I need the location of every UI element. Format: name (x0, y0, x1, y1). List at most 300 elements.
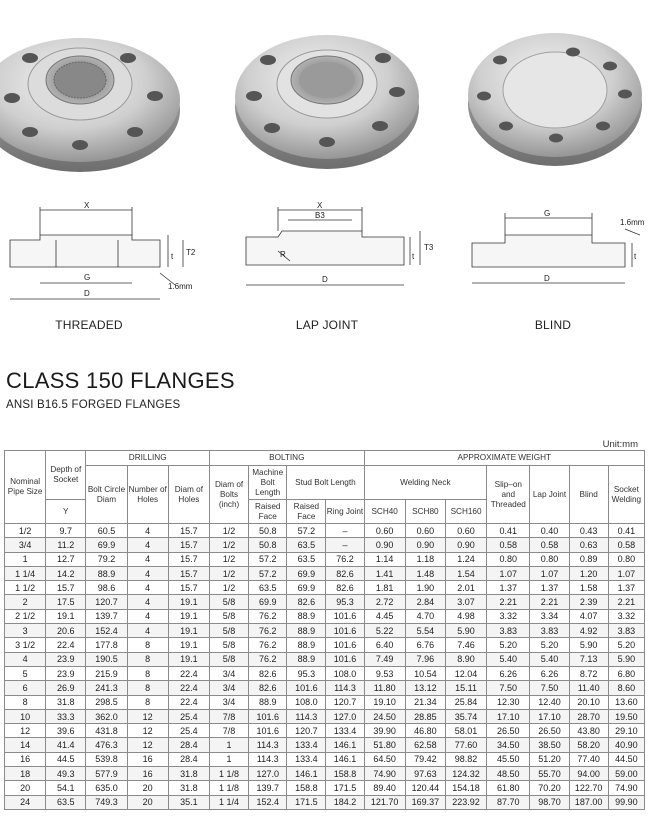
table-cell: 7/8 (209, 709, 248, 723)
table-cell: 3/4 (5, 538, 46, 552)
header-diam-of-bolts: Diam of Bolts (inch) (209, 466, 248, 524)
table-cell: 95.3 (287, 666, 326, 680)
table-cell: 5.20 (608, 638, 644, 652)
header-welding-neck: Welding Neck (364, 466, 487, 500)
table-cell: 7/8 (209, 724, 248, 738)
table-cell: 2 (5, 595, 46, 609)
table-cell: 21.34 (405, 695, 445, 709)
table-cell: 1 1/4 (5, 566, 46, 580)
table-cell: 1/2 (5, 524, 46, 538)
table-cell: 77.40 (569, 752, 608, 766)
dim-x-threaded: X (84, 201, 90, 210)
table-cell: 55.70 (530, 767, 569, 781)
table-cell: 114.3 (249, 738, 287, 752)
table-cell: 8 (5, 695, 46, 709)
table-cell: 34.50 (487, 738, 530, 752)
table-cell: 25.4 (168, 724, 209, 738)
table-cell: 25.4 (168, 709, 209, 723)
dim-d-threaded: D (84, 289, 90, 298)
flange-spec-table (4, 450, 645, 810)
table-cell: 114.3 (249, 752, 287, 766)
table-cell: 19.1 (46, 609, 86, 623)
table-cell: 1 (209, 752, 248, 766)
table-cell: 1 1/4 (209, 795, 248, 809)
dim-d-lap: D (322, 275, 328, 284)
table-cell: 76.2 (249, 609, 287, 623)
table-cell: 9.53 (364, 666, 405, 680)
header-raised-face-machine: Raised Face (249, 500, 287, 524)
table-cell: 64.50 (364, 752, 405, 766)
table-cell: 29.10 (608, 724, 644, 738)
table-cell: 0.60 (364, 524, 405, 538)
table-cell: 76.2 (249, 638, 287, 652)
dim-g-blind: G (544, 209, 551, 218)
table-cell: 4 (127, 609, 168, 623)
table-cell: 4.98 (445, 609, 486, 623)
table-cell: 40.90 (608, 738, 644, 752)
table-cell: 3/4 (209, 681, 248, 695)
table-cell: 63.5 (287, 552, 326, 566)
table-cell: 50.8 (249, 538, 287, 552)
table-cell: 13.60 (608, 695, 644, 709)
table-cell: 15.7 (46, 581, 86, 595)
table-cell: 23.9 (46, 652, 86, 666)
header-bolting: BOLTING (209, 451, 364, 466)
table-cell: 4.45 (364, 609, 405, 623)
table-cell: 15.7 (168, 538, 209, 552)
table-cell: 7.13 (569, 652, 608, 666)
table-cell: 5/8 (209, 595, 248, 609)
caption-threaded: THREADED (55, 318, 123, 332)
table-row (5, 767, 645, 781)
table-cell: 15.7 (168, 524, 209, 538)
header-sch160: SCH160 (445, 500, 486, 524)
table-cell: 8.72 (569, 666, 608, 680)
table-cell: 139.7 (86, 609, 127, 623)
table-row (5, 638, 645, 652)
table-cell: 97.63 (405, 767, 445, 781)
header-diam-of-holes: Diam of Holes (168, 466, 209, 524)
table-cell: 5.90 (569, 638, 608, 652)
table-cell: 33.3 (46, 709, 86, 723)
table-cell: 57.2 (249, 552, 287, 566)
dim-t-lap: t (412, 252, 415, 261)
table-cell: 26.9 (46, 681, 86, 695)
table-cell: 1 1/8 (209, 767, 248, 781)
table-cell: 1.07 (608, 566, 644, 580)
lap-joint-flange-photo (235, 35, 419, 169)
table-cell: 127.0 (326, 709, 364, 723)
table-cell: 0.60 (445, 524, 486, 538)
table-cell: 0.90 (405, 538, 445, 552)
table-cell: 20.6 (46, 624, 86, 638)
table-cell: 7.46 (445, 638, 486, 652)
table-cell: 15.7 (168, 581, 209, 595)
dim-g-threaded: G (84, 273, 91, 282)
table-cell: 5/8 (209, 609, 248, 623)
table-cell: 0.58 (487, 538, 530, 552)
caption-blind: BLIND (534, 318, 572, 332)
table-cell: 120.7 (287, 724, 326, 738)
table-cell: 146.1 (326, 752, 364, 766)
table-cell: 12.40 (530, 695, 569, 709)
table-cell: 298.5 (86, 695, 127, 709)
table-row (5, 724, 645, 738)
table-cell: 82.6 (326, 566, 364, 580)
header-y: Y (46, 500, 86, 524)
table-cell: 5.40 (487, 652, 530, 666)
table-cell: 0.80 (530, 552, 569, 566)
table-cell: 22.4 (168, 666, 209, 680)
table-cell: 1.24 (445, 552, 486, 566)
table-cell: 539.8 (86, 752, 127, 766)
table-cell: 0.40 (530, 524, 569, 538)
table-cell: 14 (5, 738, 46, 752)
table-cell: 16 (5, 752, 46, 766)
table-cell: 20.10 (569, 695, 608, 709)
table-cell: 101.6 (287, 681, 326, 695)
table-cell: 4 (127, 524, 168, 538)
table-cell: 158.8 (287, 781, 326, 795)
table-cell: 3 1/2 (5, 638, 46, 652)
threaded-drawing (10, 207, 183, 299)
header-drilling: DRILLING (86, 451, 210, 466)
table-cell: 17.10 (530, 709, 569, 723)
table-cell: 58.01 (445, 724, 486, 738)
table-cell: 4 (127, 595, 168, 609)
table-cell: 0.60 (405, 524, 445, 538)
table-cell: 60.5 (86, 524, 127, 538)
table-cell: 1.58 (569, 581, 608, 595)
table-cell: 69.9 (249, 595, 287, 609)
table-cell: 0.80 (608, 552, 644, 566)
table-cell: 0.41 (487, 524, 530, 538)
table-cell: 3.32 (608, 609, 644, 623)
table-cell: 35.1 (168, 795, 209, 809)
table-cell: 114.3 (326, 681, 364, 695)
dim-b3: B3 (315, 211, 325, 220)
table-cell: 120.7 (86, 595, 127, 609)
table-row (5, 609, 645, 623)
table-cell: 76.2 (249, 624, 287, 638)
table-row (5, 738, 645, 752)
table-cell: 101.6 (326, 652, 364, 666)
table-cell: 57.2 (249, 566, 287, 580)
table-cell: 74.90 (364, 767, 405, 781)
table-cell: 1/2 (209, 552, 248, 566)
table-cell: 1 1/8 (209, 781, 248, 795)
table-cell: 20 (5, 781, 46, 795)
table-cell: 124.32 (445, 767, 486, 781)
header-number-of-holes: Number of Holes (127, 466, 168, 524)
table-cell: 3.07 (445, 595, 486, 609)
table-cell: 1/2 (209, 581, 248, 595)
table-cell: 17.5 (46, 595, 86, 609)
table-row (5, 709, 645, 723)
table-cell: 11.80 (364, 681, 405, 695)
table-row (5, 666, 645, 680)
table-cell: 57.2 (287, 524, 326, 538)
table-cell: 14.2 (46, 566, 86, 580)
table-cell: 79.2 (86, 552, 127, 566)
table-cell: 1.37 (530, 581, 569, 595)
table-cell: 24 (5, 795, 46, 809)
table-cell: 1/2 (209, 566, 248, 580)
table-cell: 28.4 (168, 738, 209, 752)
table-cell: 5.20 (530, 638, 569, 652)
table-cell: 120.44 (405, 781, 445, 795)
page-subtitle: ANSI B16.5 FORGED FLANGES (6, 399, 181, 411)
table-cell: 98.70 (530, 795, 569, 809)
table-cell: 3.83 (530, 624, 569, 638)
table-cell: 749.3 (86, 795, 127, 809)
table-cell: 8.60 (608, 681, 644, 695)
table-cell: 58.20 (569, 738, 608, 752)
table-cell: 6.76 (405, 638, 445, 652)
table-cell: 12.30 (487, 695, 530, 709)
table-cell: 1.18 (405, 552, 445, 566)
table-cell: 1.20 (569, 566, 608, 580)
table-cell: 89.40 (364, 781, 405, 795)
table-cell: 12 (5, 724, 46, 738)
dim-r: R (280, 250, 286, 259)
page-title: CLASS 150 FLANGES (6, 368, 235, 393)
table-cell: 4 (127, 566, 168, 580)
table-cell: 23.9 (46, 666, 86, 680)
table-cell: 184.2 (326, 795, 364, 809)
table-cell: 20 (127, 795, 168, 809)
table-cell: 171.5 (287, 795, 326, 809)
table-cell: 49.3 (46, 767, 86, 781)
table-cell: 51.80 (364, 738, 405, 752)
table-cell: 28.85 (405, 709, 445, 723)
table-cell: 10.54 (405, 666, 445, 680)
table-cell: 15.7 (168, 552, 209, 566)
table-cell: 577.9 (86, 767, 127, 781)
table-cell: 69.9 (86, 538, 127, 552)
table-cell: 0.63 (569, 538, 608, 552)
header-blind: Blind (569, 466, 608, 524)
table-cell: 190.5 (86, 652, 127, 666)
table-cell: 6.80 (608, 666, 644, 680)
table-cell: 3/4 (209, 666, 248, 680)
table-cell: 6.26 (487, 666, 530, 680)
table-cell: 169.37 (405, 795, 445, 809)
table-cell: 1 1/2 (5, 581, 46, 595)
table-cell: 25.84 (445, 695, 486, 709)
table-cell: 99.90 (608, 795, 644, 809)
table-cell: 88.9 (287, 609, 326, 623)
table-cell: 177.8 (86, 638, 127, 652)
table-cell: 5.40 (530, 652, 569, 666)
header-machine-bolt-length: Machine Bolt Length (249, 466, 287, 500)
table-cell: 82.6 (249, 681, 287, 695)
table-cell: 46.80 (405, 724, 445, 738)
table-cell: 120.7 (326, 695, 364, 709)
spec-table-body (5, 524, 645, 810)
table-cell: 7.50 (487, 681, 530, 695)
header-nominal-pipe-size: Nominal Pipe Size (5, 451, 46, 524)
table-cell: 88.9 (287, 624, 326, 638)
table-cell: 26.50 (530, 724, 569, 738)
table-cell: 2.84 (405, 595, 445, 609)
table-cell: 62.58 (405, 738, 445, 752)
table-cell: – (326, 538, 364, 552)
table-cell: 223.92 (445, 795, 486, 809)
table-cell: 133.4 (287, 738, 326, 752)
table-cell: 76.2 (249, 652, 287, 666)
dim-t2: T2 (186, 248, 196, 257)
table-cell: 4 (127, 624, 168, 638)
table-cell: 1/2 (209, 524, 248, 538)
table-cell: 51.20 (530, 752, 569, 766)
table-cell: 4.70 (405, 609, 445, 623)
table-cell: 3.34 (530, 609, 569, 623)
table-cell: 215.9 (86, 666, 127, 680)
table-cell: 19.1 (168, 624, 209, 638)
table-cell: 50.8 (249, 524, 287, 538)
table-cell: 10 (5, 709, 46, 723)
header-sch80: SCH80 (405, 500, 445, 524)
table-cell: 31.8 (168, 781, 209, 795)
table-cell: 152.4 (249, 795, 287, 809)
table-cell: 38.50 (530, 738, 569, 752)
table-cell: 19.1 (168, 595, 209, 609)
header-raised-face-stud: Raised Face (287, 500, 326, 524)
table-cell: 1 (209, 738, 248, 752)
table-cell: 1/2 (209, 538, 248, 552)
table-cell: 88.9 (86, 566, 127, 580)
table-cell: 12.04 (445, 666, 486, 680)
table-cell: 4.92 (569, 624, 608, 638)
table-cell: 31.8 (46, 695, 86, 709)
table-cell: 26.50 (487, 724, 530, 738)
table-cell: 82.6 (326, 581, 364, 595)
table-cell: 31.8 (168, 767, 209, 781)
table-cell: 3.32 (487, 609, 530, 623)
table-cell: 7.49 (364, 652, 405, 666)
table-cell: 1.07 (487, 566, 530, 580)
table-cell: 6.40 (364, 638, 405, 652)
table-cell: 5.22 (364, 624, 405, 638)
header-lap-joint: Lap Joint (530, 466, 569, 524)
table-cell: 19.1 (168, 652, 209, 666)
table-cell: 12 (127, 709, 168, 723)
table-cell: 22.4 (168, 681, 209, 695)
table-cell: 19.50 (608, 709, 644, 723)
table-cell: 12.7 (46, 552, 86, 566)
table-cell: 4 (127, 538, 168, 552)
table-row (5, 595, 645, 609)
table-cell: 0.89 (569, 552, 608, 566)
table-cell: 241.3 (86, 681, 127, 695)
table-cell: 5/8 (209, 638, 248, 652)
table-cell: 54.1 (46, 781, 86, 795)
table-cell: 1.37 (487, 581, 530, 595)
table-cell: 19.1 (168, 638, 209, 652)
table-row (5, 566, 645, 580)
table-cell: 1.41 (364, 566, 405, 580)
table-cell: 16 (127, 752, 168, 766)
table-cell: 1.48 (405, 566, 445, 580)
table-cell: 108.0 (326, 666, 364, 680)
table-cell: 39.6 (46, 724, 86, 738)
table-cell: 8 (127, 695, 168, 709)
table-cell: 8.90 (445, 652, 486, 666)
table-cell: 431.8 (86, 724, 127, 738)
table-cell: 4.07 (569, 609, 608, 623)
table-cell: 158.8 (326, 767, 364, 781)
header-bolt-circle-diam: Bolt Circle Diam (86, 466, 127, 524)
table-cell: 15.7 (168, 566, 209, 580)
table-cell: 146.1 (287, 767, 326, 781)
dim-d-blind: D (544, 274, 550, 283)
table-cell: 98.6 (86, 581, 127, 595)
header-depth-of-socket: Depth of Socket (46, 451, 86, 500)
table-cell: 11.2 (46, 538, 86, 552)
table-cell: 2.21 (608, 595, 644, 609)
table-cell: 1.54 (445, 566, 486, 580)
header-socket-welding: Socket Welding (608, 466, 644, 524)
table-cell: 8 (127, 681, 168, 695)
table-cell: – (326, 524, 364, 538)
table-cell: 22.4 (46, 638, 86, 652)
dim-t-blind: t (634, 252, 637, 261)
header-sch40: SCH40 (364, 500, 405, 524)
table-row (5, 652, 645, 666)
table-row (5, 781, 645, 795)
table-row (5, 524, 645, 538)
table-cell: 8 (127, 666, 168, 680)
table-cell: 8 (127, 638, 168, 652)
table-cell: 154.18 (445, 781, 486, 795)
table-cell: 12 (127, 738, 168, 752)
table-cell: 5/8 (209, 652, 248, 666)
table-cell: 13.12 (405, 681, 445, 695)
table-cell: 48.50 (487, 767, 530, 781)
table-cell: 133.4 (287, 752, 326, 766)
table-cell: 5.20 (487, 638, 530, 652)
table-cell: 0.43 (569, 524, 608, 538)
table-cell: 77.60 (445, 738, 486, 752)
table-cell: 5.90 (608, 652, 644, 666)
table-cell: 6.26 (530, 666, 569, 680)
table-cell: 1.81 (364, 581, 405, 595)
flange-photos (0, 0, 650, 200)
table-cell: 187.00 (569, 795, 608, 809)
table-cell: 88.9 (287, 652, 326, 666)
table-cell: 76.2 (326, 552, 364, 566)
table-cell: 70.20 (530, 781, 569, 795)
table-cell: 44.5 (46, 752, 86, 766)
table-cell: 98.82 (445, 752, 486, 766)
table-cell: 19.10 (364, 695, 405, 709)
table-cell: 139.7 (249, 781, 287, 795)
table-cell: 0.80 (487, 552, 530, 566)
table-cell: 146.1 (326, 738, 364, 752)
table-cell: 0.41 (608, 524, 644, 538)
table-cell: 635.0 (86, 781, 127, 795)
table-cell: 3 (5, 624, 46, 638)
table-cell: 44.50 (608, 752, 644, 766)
table-cell: 133.4 (326, 724, 364, 738)
table-cell: 59.00 (608, 767, 644, 781)
dim-raised-threaded: 1.6mm (168, 282, 193, 291)
table-cell: 3/4 (209, 695, 248, 709)
table-row (5, 552, 645, 566)
header-stud-bolt-length: Stud Bolt Length (287, 466, 364, 500)
header-approximate-weight: APPROXIMATE WEIGHT (364, 451, 644, 466)
